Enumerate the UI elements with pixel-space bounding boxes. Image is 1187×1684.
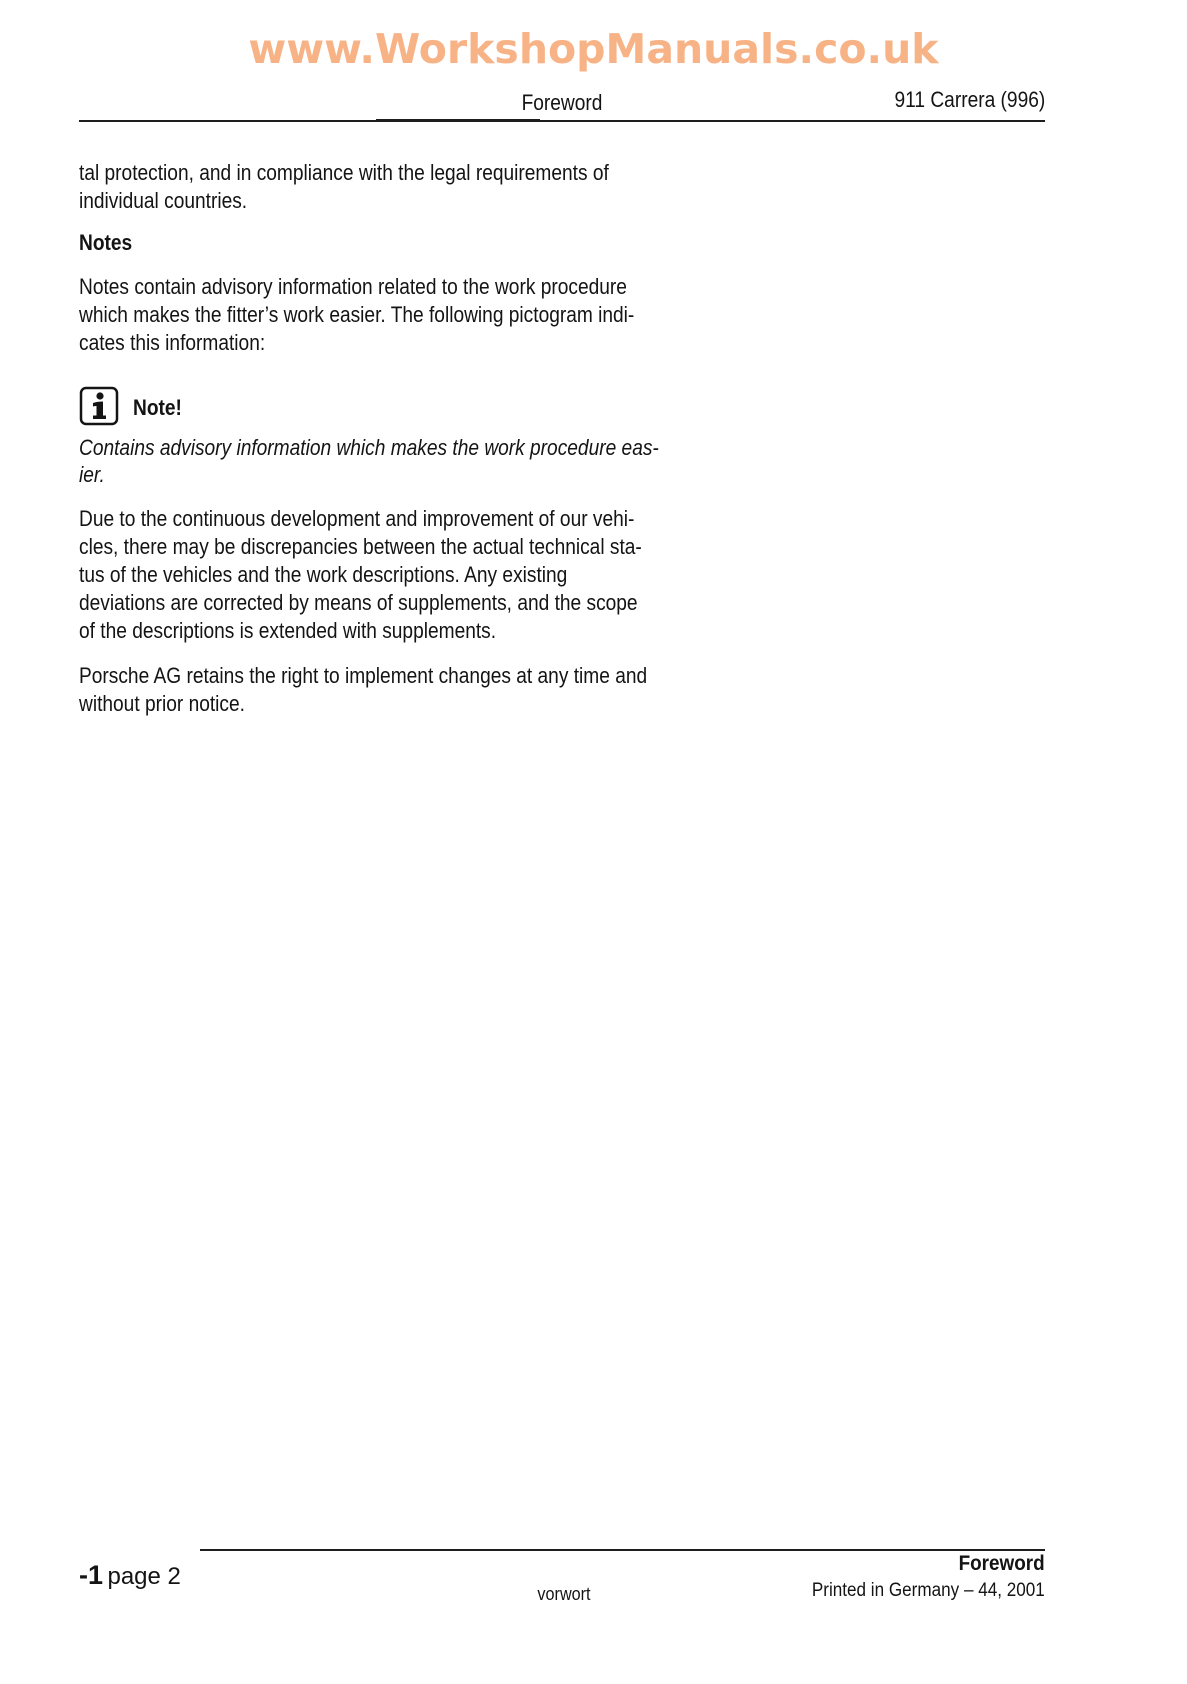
development-line: tus of the vehicles and the work descriptions. Any existing — [79, 562, 568, 587]
chapter-number: -1 — [79, 1560, 104, 1590]
footer-print-info: Printed in Germany – 44, 2001 — [812, 1580, 1045, 1601]
footer-section-title: Foreword — [958, 1552, 1045, 1575]
rights-line: without prior notice. — [79, 691, 245, 716]
watermark: www.WorkshopManuals.co.uk — [248, 25, 939, 73]
notes-line: Notes contain advisory information related to the work procedure — [79, 274, 627, 299]
header-rule-accent — [376, 119, 540, 122]
footer-rule — [200, 1549, 1045, 1551]
intro-line: tal protection, and in compliance with the legal requirements of — [79, 160, 609, 185]
development-line: Due to the continuous development and improvement of our vehi- — [79, 506, 635, 531]
note-label: Note! — [133, 395, 182, 420]
intro-line: individual countries. — [79, 188, 248, 213]
header-model: 911 Carrera (996) — [894, 87, 1045, 112]
development-line: of the descriptions is extended with supplements. — [79, 618, 497, 643]
development-line: deviations are corrected by means of supplements, and the scope — [79, 590, 638, 615]
rights-line: Porsche AG retains the right to implement changes at any time and — [79, 663, 648, 688]
header-rule — [79, 120, 1045, 122]
development-line: cles, there may be discrepancies between the actual technical sta- — [79, 534, 642, 559]
info-icon — [79, 386, 119, 426]
header-section-title: Foreword — [521, 90, 603, 115]
note-text-line: Contains advisory information which makes the work procedure eas- — [79, 435, 659, 460]
notes-line: which makes the fitter’s work easier. The following pictogram indi- — [79, 302, 635, 327]
notes-heading: Notes — [79, 230, 133, 255]
notes-line: cates this information: — [79, 330, 266, 355]
note-text-line: ier. — [79, 462, 105, 487]
page-label: page 2 — [107, 1563, 181, 1590]
footer-german-title: vorwort — [537, 1584, 591, 1604]
info-icon-graphic — [79, 386, 119, 426]
footer-page-number — [79, 1560, 181, 1595]
